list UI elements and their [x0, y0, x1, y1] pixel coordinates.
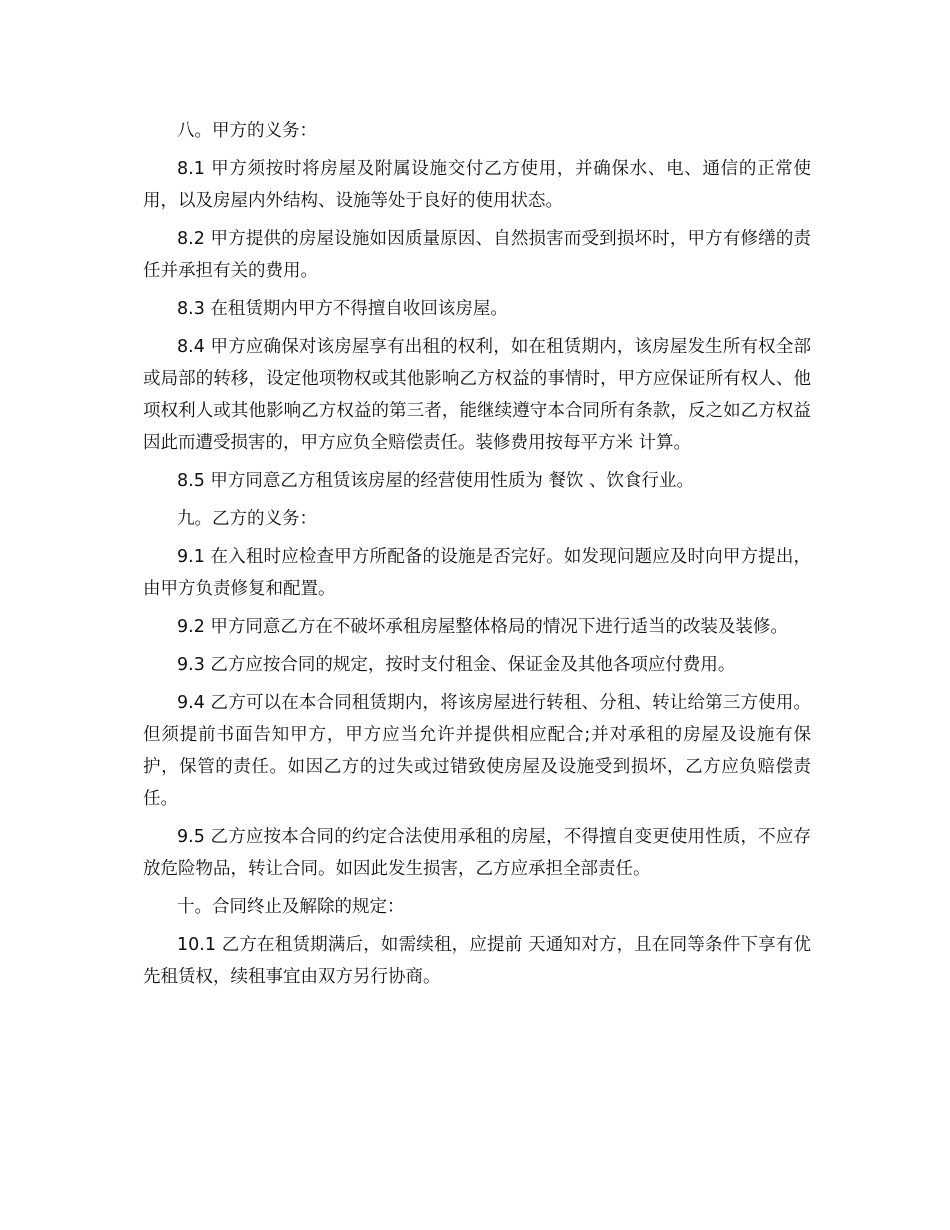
section-heading-10: 十。合同终止及解除的规定：	[177, 897, 405, 917]
clause-9-3: 9.3 乙方应按合同的规定，按时支付租金、保证金及其他各项应付费用。	[177, 655, 736, 675]
clause-8-1: 8.1 甲方须按时将房屋及附属设施交付乙方使用，并确保水、电、通信的正常使用，以及房屋内外结构、设施等处于良好的使用状态。	[143, 159, 811, 211]
clause-9-5: 9.5 乙方应按本合同的约定合法使用承租的房屋，不得擅自变更使用性质，不应存放危险物品，转让合同。如因此发生损害，乙方应承担全部责任。	[143, 827, 811, 879]
clause-9-2: 9.2 甲方同意乙方在不破坏承租房屋整体格局的情况下进行适当的改装及装修。	[177, 617, 788, 637]
clause-8-3: 8.3 在租赁期内甲方不得擅自收回该房屋。	[177, 299, 508, 319]
clause-10-1: 10.1 乙方在租赁期满后，如需续租，应提前 天通知对方，且在同等条件下享有优先租赁权，续租事宜由双方另行协商。	[143, 935, 811, 987]
clause-8-4: 8.4 甲方应确保对该房屋享有出租的权利，如在租赁期内，该房屋发生所有权全部或局部的转移，设定他项物权或其他影响乙方权益的事情时，甲方应保证所有权人、他项权利人或其他影响乙方权益的第三者，能继续遵守本合同所有条款，反之如乙方权益因此而遭受损害的，甲方应负全赔偿责任。装修费用按每平方米 计算。	[143, 337, 811, 453]
section-heading-9: 九。乙方的义务：	[177, 509, 317, 529]
clause-9-4: 9.4 乙方可以在本合同租赁期内，将该房屋进行转租、分租、转让给第三方使用。但须提前书面告知甲方，甲方应当允许并提供相应配合;并对承租的房屋及设施有保护，保管的责任。如因乙方的过失或过错致使房屋及设施受到损坏，乙方应负赔偿责任。	[143, 693, 811, 809]
clause-9-1: 9.1 在入租时应检查甲方所配备的设施是否完好。如发现问题应及时向甲方提出，由甲方负责修复和配置。	[143, 547, 811, 599]
clause-8-5: 8.5 甲方同意乙方租赁该房屋的经营使用性质为 餐饮 、饮食行业。	[177, 471, 695, 491]
clause-8-2: 8.2 甲方提供的房屋设施如因质量原因、自然损害而受到损坏时，甲方有修缮的责任并承担有关的费用。	[143, 229, 811, 281]
section-heading-8: 八。甲方的义务：	[177, 121, 317, 141]
document-body	[143, 115, 811, 999]
